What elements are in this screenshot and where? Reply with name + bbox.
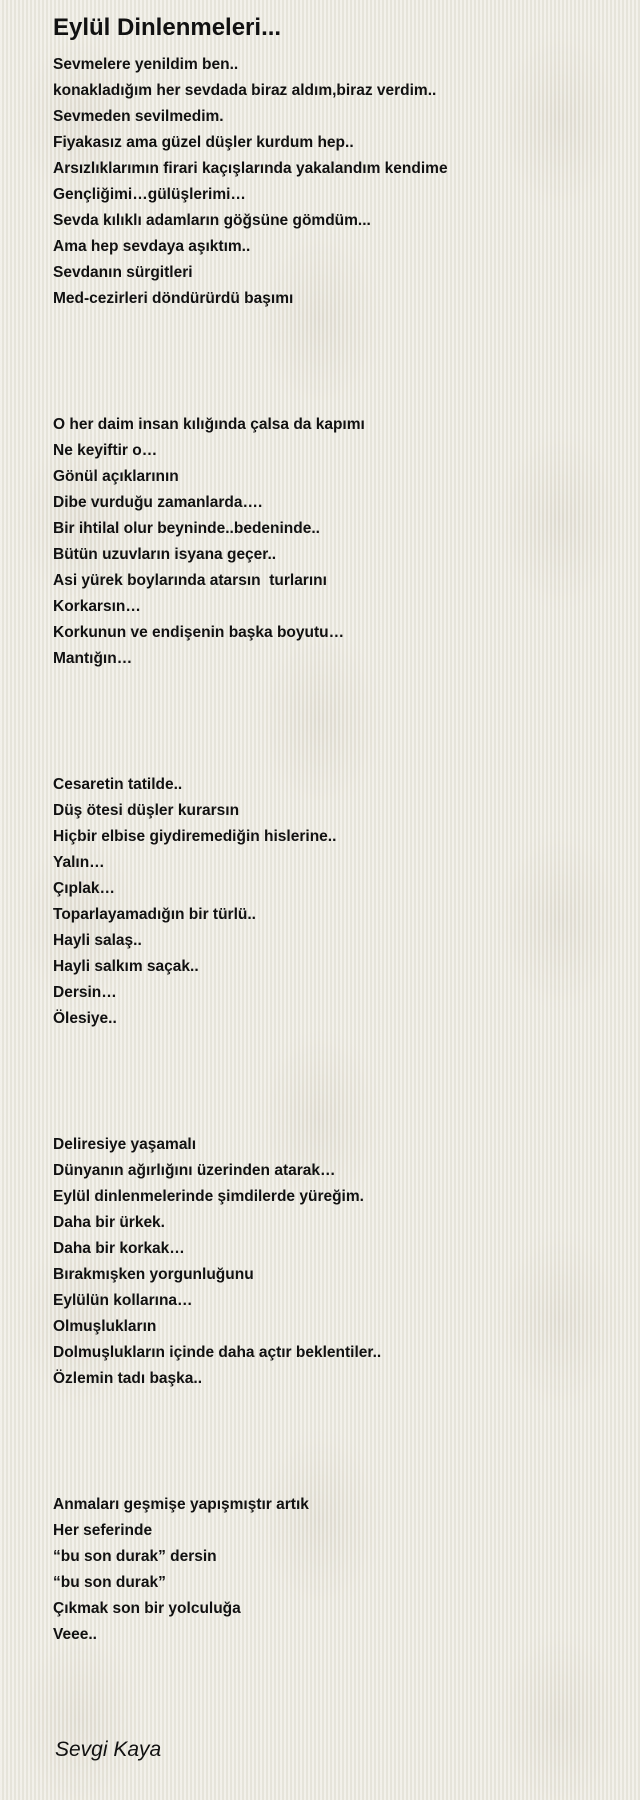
poem-line: Çıplak…	[53, 880, 116, 897]
poem-line: Özlemin tadı başka..	[53, 1370, 203, 1387]
poem-line: Ölesiye..	[53, 1010, 117, 1027]
poem-line: Dünyanın ağırlığını üzerinden atarak…	[53, 1162, 336, 1179]
author-name: Sevgi Kaya	[55, 1738, 162, 1761]
poem-line: konakladığım her sevdada biraz aldım,biraz verdim..	[53, 82, 437, 99]
poem-line: Eylül dinlenmelerinde şimdilerde yüreğim.	[53, 1188, 364, 1205]
poem-line: Hiçbir elbise giydiremediğin hislerine..	[53, 828, 337, 845]
poem-line: Deliresiye yaşamalı	[53, 1136, 197, 1153]
poem-line: Ama hep sevdaya aşıktım..	[53, 238, 251, 255]
poem-line: Sevdanın sürgitleri	[53, 264, 193, 281]
poem-line: “bu son durak”	[53, 1574, 166, 1591]
poem-line: Çıkmak son bir yolculuğa	[53, 1600, 241, 1617]
poem-line: Hayli salaş..	[53, 932, 142, 949]
poem-line: O her daim insan kılığında çalsa da kapımı	[53, 416, 365, 433]
poem-line: Dersin…	[53, 984, 117, 1001]
stanza-2	[53, 412, 613, 672]
poem-line: Sevmelere yenildim ben..	[53, 56, 239, 73]
poem-line: Yalın…	[53, 854, 105, 871]
poem-line: Daha bir korkak…	[53, 1240, 185, 1257]
poem-line: Ne keyiftir o…	[53, 442, 158, 459]
poem-line: Sevda kılıklı adamların göğsüne gömdüm...	[53, 212, 371, 229]
poem-line: Gönül açıklarının	[53, 468, 179, 485]
poem-line: Daha bir ürkek.	[53, 1214, 165, 1231]
poem-line: Gençliğimi…gülüşlerimi…	[53, 186, 246, 203]
poem-line: Asi yürek boylarında atarsın turlarını	[53, 572, 327, 589]
poem-line: Veee..	[53, 1626, 97, 1643]
poem-line: Eylülün kollarına…	[53, 1292, 193, 1309]
stanza-3	[53, 772, 613, 1032]
poem-line: Düş ötesi düşler kurarsın	[53, 802, 240, 819]
poem-line: Mantığın…	[53, 650, 133, 667]
poem-line: “bu son durak” dersin	[53, 1548, 217, 1565]
poem-line: Toparlayamadığın bir türlü..	[53, 906, 256, 923]
poem-line: Med-cezirleri döndürürdü başımı	[53, 290, 294, 307]
poem-line: Korkarsın…	[53, 598, 141, 615]
poem-line: Sevmeden sevilmedim.	[53, 108, 224, 125]
poem-line: Fiyakasız ama güzel düşler kurdum hep..	[53, 134, 354, 151]
stanza-1	[53, 52, 613, 312]
poem-line: Arsızlıklarımın firari kaçışlarında yakalandım kendime	[53, 160, 448, 177]
poem-body	[53, 52, 613, 1748]
stanza-5	[53, 1492, 613, 1648]
poem-line: Her seferinde	[53, 1522, 153, 1539]
poem-line: Olmuşlukların	[53, 1318, 157, 1335]
poem-line: Hayli salkım saçak..	[53, 958, 199, 975]
poem-line: Bir ihtilal olur beyninde..bedeninde..	[53, 520, 320, 537]
poem-line: Korkunun ve endişenin başka boyutu…	[53, 624, 345, 641]
poem-line: Dolmuşlukların içinde daha açtır beklentiler..	[53, 1344, 382, 1361]
poem-line: Cesaretin tatilde..	[53, 776, 183, 793]
poem-title: Eylül Dinlenmeleri...	[53, 14, 282, 41]
stanza-4	[53, 1132, 613, 1392]
poem-line: Bütün uzuvların isyana geçer..	[53, 546, 277, 563]
poem-line: Anmaları geşmişe yapışmıştır artık	[53, 1496, 309, 1513]
poem-line: Bırakmışken yorgunluğunu	[53, 1266, 254, 1283]
poem-line: Dibe vurduğu zamanlarda….	[53, 494, 263, 511]
